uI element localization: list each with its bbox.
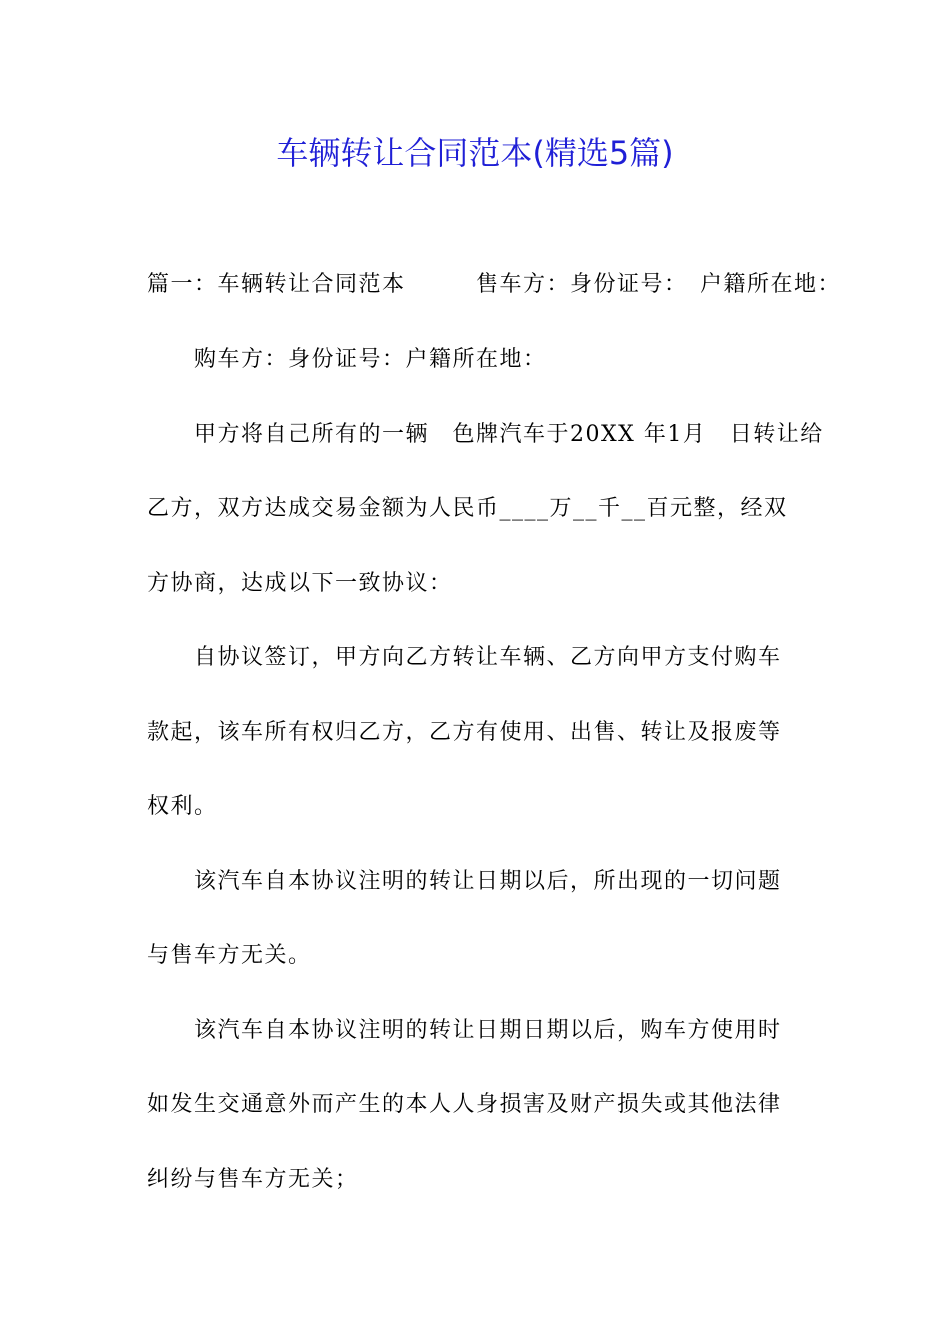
text-line-5: 方协商，达成以下一致协议： — [147, 571, 453, 596]
text-line-9: 该汽车自本协议注明的转让日期以后，所出现的一切问题 — [147, 869, 782, 894]
text-line-4: 乙方，双方达成交易金额为人民币____万__千__百元整，经双 — [147, 496, 788, 521]
text-line-10: 与售车方无关。 — [147, 943, 312, 968]
text-line-11: 该汽车自本协议注明的转让日期日期以后，购车方使用时 — [147, 1018, 782, 1043]
text-line-8: 权利。 — [147, 794, 218, 819]
text-line-7: 款起，该车所有权归乙方，乙方有使用、出售、转让及报废等 — [147, 720, 782, 745]
text-line-2: 购车方：身份证号：户籍所在地： — [147, 347, 547, 372]
document-title: 车辆转让合同范本(精选5篇) — [276, 134, 674, 172]
text-line-1: 篇一：车辆转让合同范本 售车方：身份证号： 户籍所在地： — [147, 272, 842, 297]
text-line-12: 如发生交通意外而产生的本人人身损害及财产损失或其他法律 — [147, 1092, 782, 1117]
text-line-6: 自协议签订，甲方向乙方转让车辆、乙方向甲方支付购车 — [147, 645, 782, 670]
text-line-3: 甲方将自己所有的一辆 色牌汽车于20XX 年1月 日转让给 — [147, 422, 824, 447]
text-line-13: 纠纷与售车方无关； — [147, 1167, 359, 1192]
